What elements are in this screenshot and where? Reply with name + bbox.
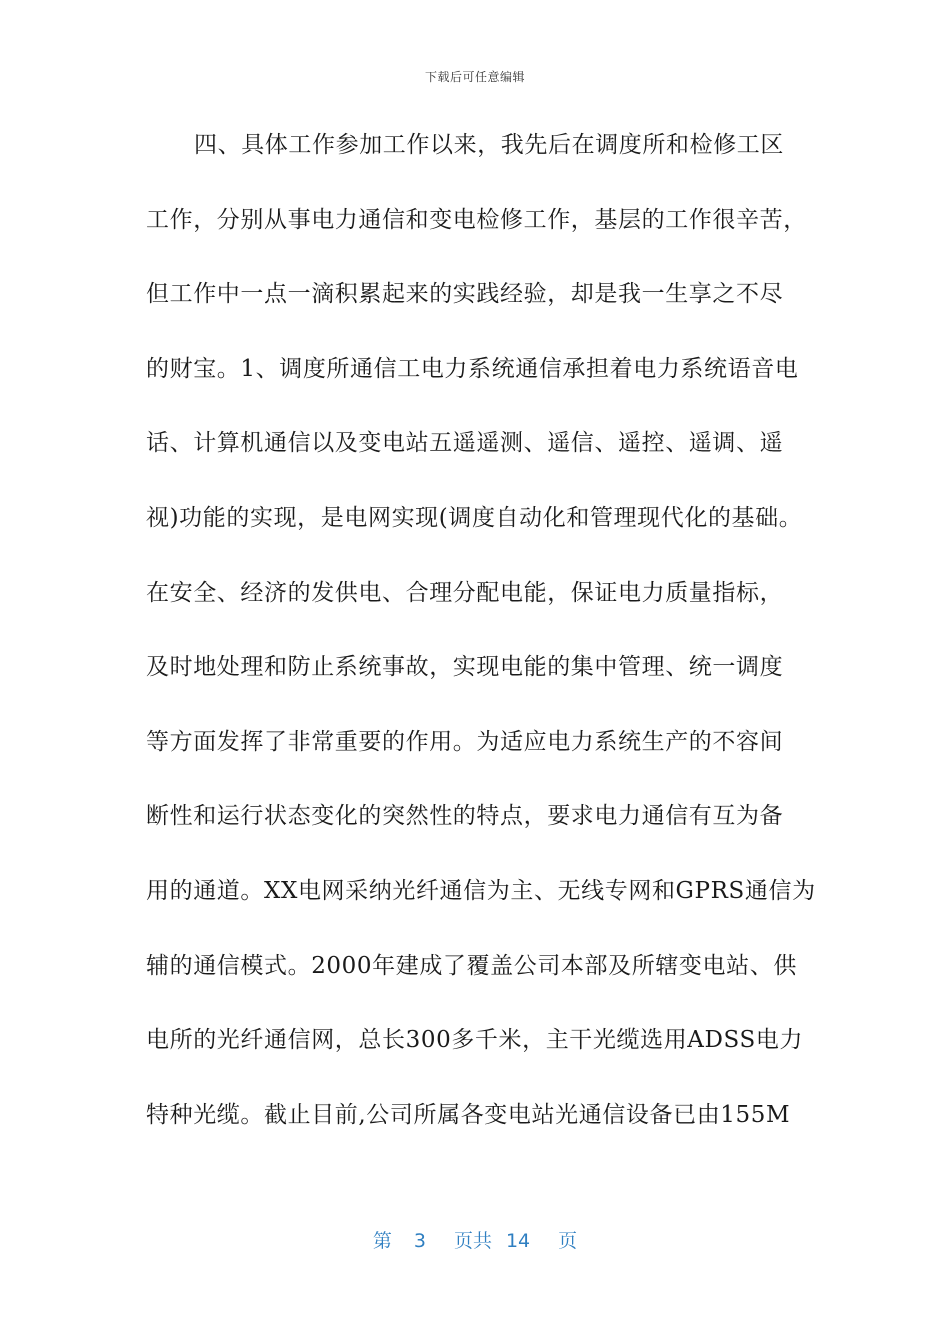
- footer-total-pages: 14: [505, 1230, 531, 1252]
- text-line: 的财宝。1、调度所通信工电力系统通信承担着电力系统语音电: [146, 355, 799, 382]
- footer-current-page: 3: [413, 1230, 426, 1252]
- footer-middle: 页共: [453, 1230, 492, 1252]
- text-line: 四、具体工作参加工作以来，我先后在调度所和检修工区: [194, 132, 784, 158]
- footer-prefix: 第: [372, 1230, 392, 1252]
- text-line: 断性和运行状态变化的突然性的特点，要求电力通信有互为备: [146, 803, 784, 830]
- page-header-note: 下载后可任意编辑: [424, 70, 525, 84]
- document-body: [146, 122, 816, 1166]
- text-line: 在安全、经济的发供电、合理分配电能，保证电力质量指标，: [146, 579, 784, 606]
- text-line: 及时地处理和防止系统事故，实现电能的集中管理、统一调度: [146, 654, 784, 681]
- text-line: 话、计算机通信以及变电站五遥遥测、遥信、遥控、遥调、遥: [146, 430, 784, 457]
- page-footer: [0, 1226, 950, 1253]
- text-line: 用的通道。XX电网采纳光纤通信为主、无线专网和GPRS通信为: [146, 877, 816, 904]
- text-line: 辅的通信模式。2000年建成了覆盖公司本部及所辖变电站、供: [146, 952, 797, 979]
- text-line: 工作，分别从事电力通信和变电检修工作，基层的工作很辛苦，: [146, 206, 807, 233]
- text-line: 等方面发挥了非常重要的作用。为适应电力系统生产的不容间: [146, 728, 784, 755]
- text-line: 电所的光纤通信网，总长300多千米，主干光缆选用ADSS电力: [146, 1027, 804, 1054]
- text-line: 特种光缆。截止目前,公司所属各变电站光通信设备已由155M: [146, 1101, 791, 1128]
- text-line: 但工作中一点一滴积累起来的实践经验，却是我一生享之不尽: [146, 281, 784, 308]
- footer-suffix: 页: [558, 1230, 578, 1252]
- text-line: 视)功能的实现，是电网实现(调度自动化和管理现代化的基础。: [146, 504, 803, 531]
